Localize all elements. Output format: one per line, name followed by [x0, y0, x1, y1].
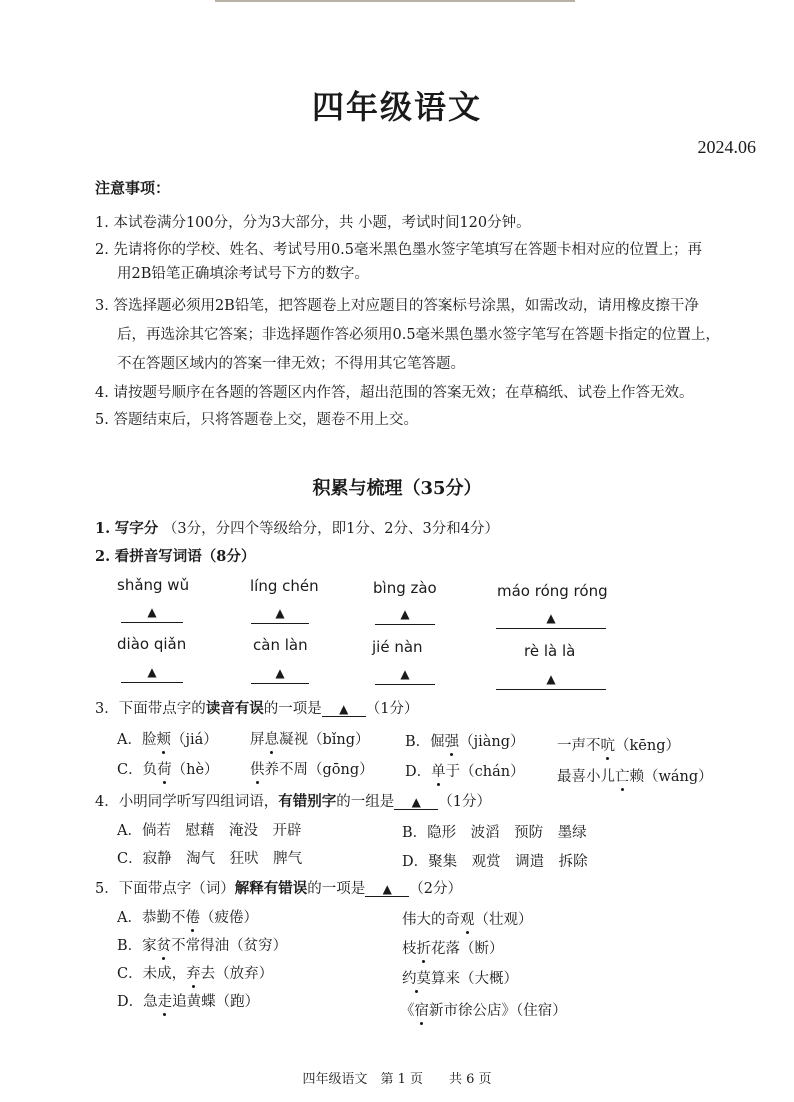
q5-a2-dot: 观 [460, 908, 475, 929]
q5-b2-post: 花落（断） [431, 941, 504, 957]
q5-mid: 的一项是 [307, 881, 366, 897]
q3-d1-dot: 单 [431, 760, 446, 781]
q2-number: 2. [95, 548, 111, 565]
notice-item-3-cont2: 不在答题区域内的答案一律无效；不得用其它笔答题。 [117, 356, 465, 372]
q5-c1-post: 去（放弃） [200, 966, 274, 982]
q3-a2-pre: 屏 [250, 732, 265, 748]
question-1 [95, 517, 499, 538]
q3-b2-pre: 一声不 [557, 738, 601, 754]
q4-option-c: C．寂静 淘气 狂吠 脾气 [117, 851, 303, 867]
notice-item-4: 4. 请按题号顺序在各题的答题区内作答，超出范围的答案无效；在草稿纸、试卷上作答无效。 [95, 385, 694, 401]
q3-option-c2 [250, 758, 374, 779]
q5-option-c2 [402, 967, 518, 988]
q5-option-b2 [402, 937, 504, 958]
notice-item-5: 5. 答题结束后，只将答题卷上交，题卷不用上交。 [95, 412, 418, 428]
q5-b1-post: 不常得油（贫穷） [171, 938, 288, 954]
answer-blank-3[interactable]: ▲ [375, 604, 435, 625]
pinyin-1: shǎng wǔ [117, 576, 190, 594]
pinyin-4: máo róng róng [497, 582, 608, 600]
answer-blank-6[interactable]: ▲ [251, 663, 309, 684]
q3-option-a2 [250, 728, 370, 749]
scan-top-edge [215, 0, 575, 2]
answer-blank-8[interactable]: ▲ [496, 669, 606, 690]
q3-b1-post: （jiàng） [459, 734, 525, 750]
q3-option-d1 [405, 760, 525, 781]
answer-blank-7[interactable]: ▲ [375, 664, 435, 685]
notice-item-3: 3. 答选择题必须用2B铅笔，把答题卷上对应题目的答案标号涂黑，如需改动，请用橡皮擦干净 [95, 298, 699, 314]
answer-blank-5[interactable]: ▲ [121, 662, 183, 683]
q3-option-d2 [557, 765, 713, 786]
answer-blank-1[interactable]: ▲ [121, 602, 183, 623]
q3-bold: 读音有误 [205, 700, 264, 717]
q5-option-d1 [117, 990, 259, 1011]
q3-option-c1 [117, 758, 219, 779]
answer-blank-2[interactable]: ▲ [251, 603, 309, 624]
q3-b1-dot: 强 [445, 730, 460, 751]
q3-b2-dot: 吭 [601, 734, 616, 755]
q5-option-c1 [117, 962, 273, 983]
page-title: 四年级语文 [311, 88, 482, 126]
q3-d1-pre: D． [405, 764, 432, 780]
q3-score: （1分） [365, 701, 419, 717]
q3-d1-post: 于（chán） [445, 764, 525, 780]
page-footer: 四年级语文 第 1 页 共 6 页 [302, 1072, 492, 1087]
q4-option-a: A．倘若 慰藉 淹没 开辟 [117, 823, 302, 839]
q5-a2-post: （壮观） [474, 912, 533, 928]
question-2 [95, 545, 255, 566]
q3-c1-post: （hè） [171, 762, 219, 778]
notice-item-2: 2. 先请将你的学校、姓名、考试号用0.5毫米黑色墨水签字笔填写在答题卡相对应的位置上；再 [95, 242, 702, 258]
q5-score: （2分） [409, 881, 462, 897]
question-5 [95, 877, 462, 898]
q1-number: 1. [95, 520, 111, 537]
q3-c2-post: 养不周（gōng） [264, 762, 374, 778]
q5-answer-blank[interactable]: ▲ [365, 882, 409, 897]
q5-option-a2 [402, 908, 533, 929]
q1-text: （3分，分四个等级给分，即1分、2分、3分和4分） [162, 521, 499, 537]
q5-b1-pre: B．家 [117, 938, 157, 954]
q3-c2-dot: 供 [250, 758, 265, 779]
q3-answer-blank[interactable]: ▲ [322, 702, 366, 717]
q3-d2-post: 赖（wáng） [629, 769, 713, 785]
q5-a1-dot: 倦 [185, 906, 200, 927]
q5-d1-pre: D．急 [117, 994, 158, 1010]
q4-option-b: B．隐形 波滔 预防 墨绿 [402, 825, 587, 841]
q5-d2-pre: 《 [400, 1003, 415, 1019]
notice-item-2-cont: 用2B铅笔正确填涂考试号下方的数字。 [117, 266, 369, 282]
q3-c1-dot: 荷 [157, 758, 172, 779]
q3-a2-dot: 息 [265, 728, 280, 749]
q4-bold: 有错别字 [278, 793, 337, 810]
q5-b2-dot: 折 [417, 937, 432, 958]
q3-d2-dot: 亡 [615, 765, 630, 786]
q5-c2-post: 算来（大概） [431, 971, 518, 987]
q5-c1-dot: 弃 [186, 962, 201, 983]
pinyin-7: jié nàn [372, 638, 423, 656]
question-3 [95, 697, 418, 718]
q1-label: 写字分 [114, 520, 159, 537]
q3-b1-pre: B．倔 [405, 734, 445, 750]
pinyin-2: líng chén [250, 577, 319, 595]
notice-item-3-cont: 后，再选涂其它答案；非选择题作答必须用0.5毫米黑色墨水签字笔写在答题卡指定的位置上， [117, 327, 721, 343]
q3-c1-pre: C．负 [117, 762, 158, 778]
pinyin-6: càn làn [253, 636, 308, 654]
pinyin-3: bìng zào [373, 579, 437, 597]
q3-a1-post: （jiá） [170, 732, 218, 748]
q5-d2-dot: 宿 [415, 999, 430, 1020]
q5-b2-pre: 枝 [402, 941, 417, 957]
q5-option-b1 [117, 934, 287, 955]
pinyin-5: diào qiǎn [117, 635, 187, 653]
q4-score: （1分） [438, 794, 491, 810]
q3-option-a1 [117, 728, 218, 749]
q5-d1-post: 追黄蝶（跑） [172, 994, 260, 1010]
q5-prefix: 5．下面带点字（词） [95, 881, 235, 897]
q3-mid: 的一项是 [263, 701, 322, 717]
q5-c2-dot: 约莫 [402, 967, 431, 988]
q5-a2-pre: 伟大的奇 [402, 912, 460, 928]
question-4 [95, 790, 491, 811]
q3-b2-post: （kēng） [615, 738, 680, 754]
q5-a1-pre: A．恭勤不 [117, 910, 186, 926]
q3-a2-post: 凝视（bǐng） [279, 732, 370, 748]
q3-a1-dot: 颊 [156, 728, 171, 749]
answer-blank-4[interactable]: ▲ [496, 608, 606, 629]
section-title: 积累与梳理（35分） [312, 478, 482, 499]
q4-prefix: 4．小明同学听写四组词语， [95, 794, 279, 810]
exam-date: 2024.06 [697, 137, 756, 157]
q4-answer-blank[interactable]: ▲ [394, 795, 438, 810]
q5-bold: 解释有错误 [234, 880, 308, 897]
q5-b1-dot: 贫 [157, 934, 172, 955]
notice-item-1: 1. 本试卷满分100分，分为3大部分，共 小题，考试时间120分钟。 [95, 215, 531, 231]
q2-label: 看拼音写词语（8分） [114, 548, 256, 565]
notice-heading: 注意事项： [95, 179, 171, 197]
q3-option-b2 [557, 734, 680, 755]
pinyin-8: rè là là [524, 642, 576, 660]
q5-a1-post: （疲倦） [199, 910, 258, 926]
q4-mid: 的一组是 [336, 794, 395, 810]
q3-prefix: 3．下面带点字的 [95, 701, 206, 717]
q3-d2-pre: 最喜小儿 [557, 769, 615, 785]
q5-option-a1 [117, 906, 258, 927]
q5-c1-pre: C．未成， [117, 966, 187, 982]
q5-d2-post: 新市徐公店》（住宿） [429, 1003, 567, 1019]
q3-a1-pre: A．脸 [117, 732, 157, 748]
q5-option-d2 [400, 999, 567, 1020]
q3-option-b1 [405, 730, 525, 751]
q5-d1-dot: 走 [158, 990, 173, 1011]
q4-option-d: D．聚集 观赏 调遣 拆除 [402, 854, 588, 870]
